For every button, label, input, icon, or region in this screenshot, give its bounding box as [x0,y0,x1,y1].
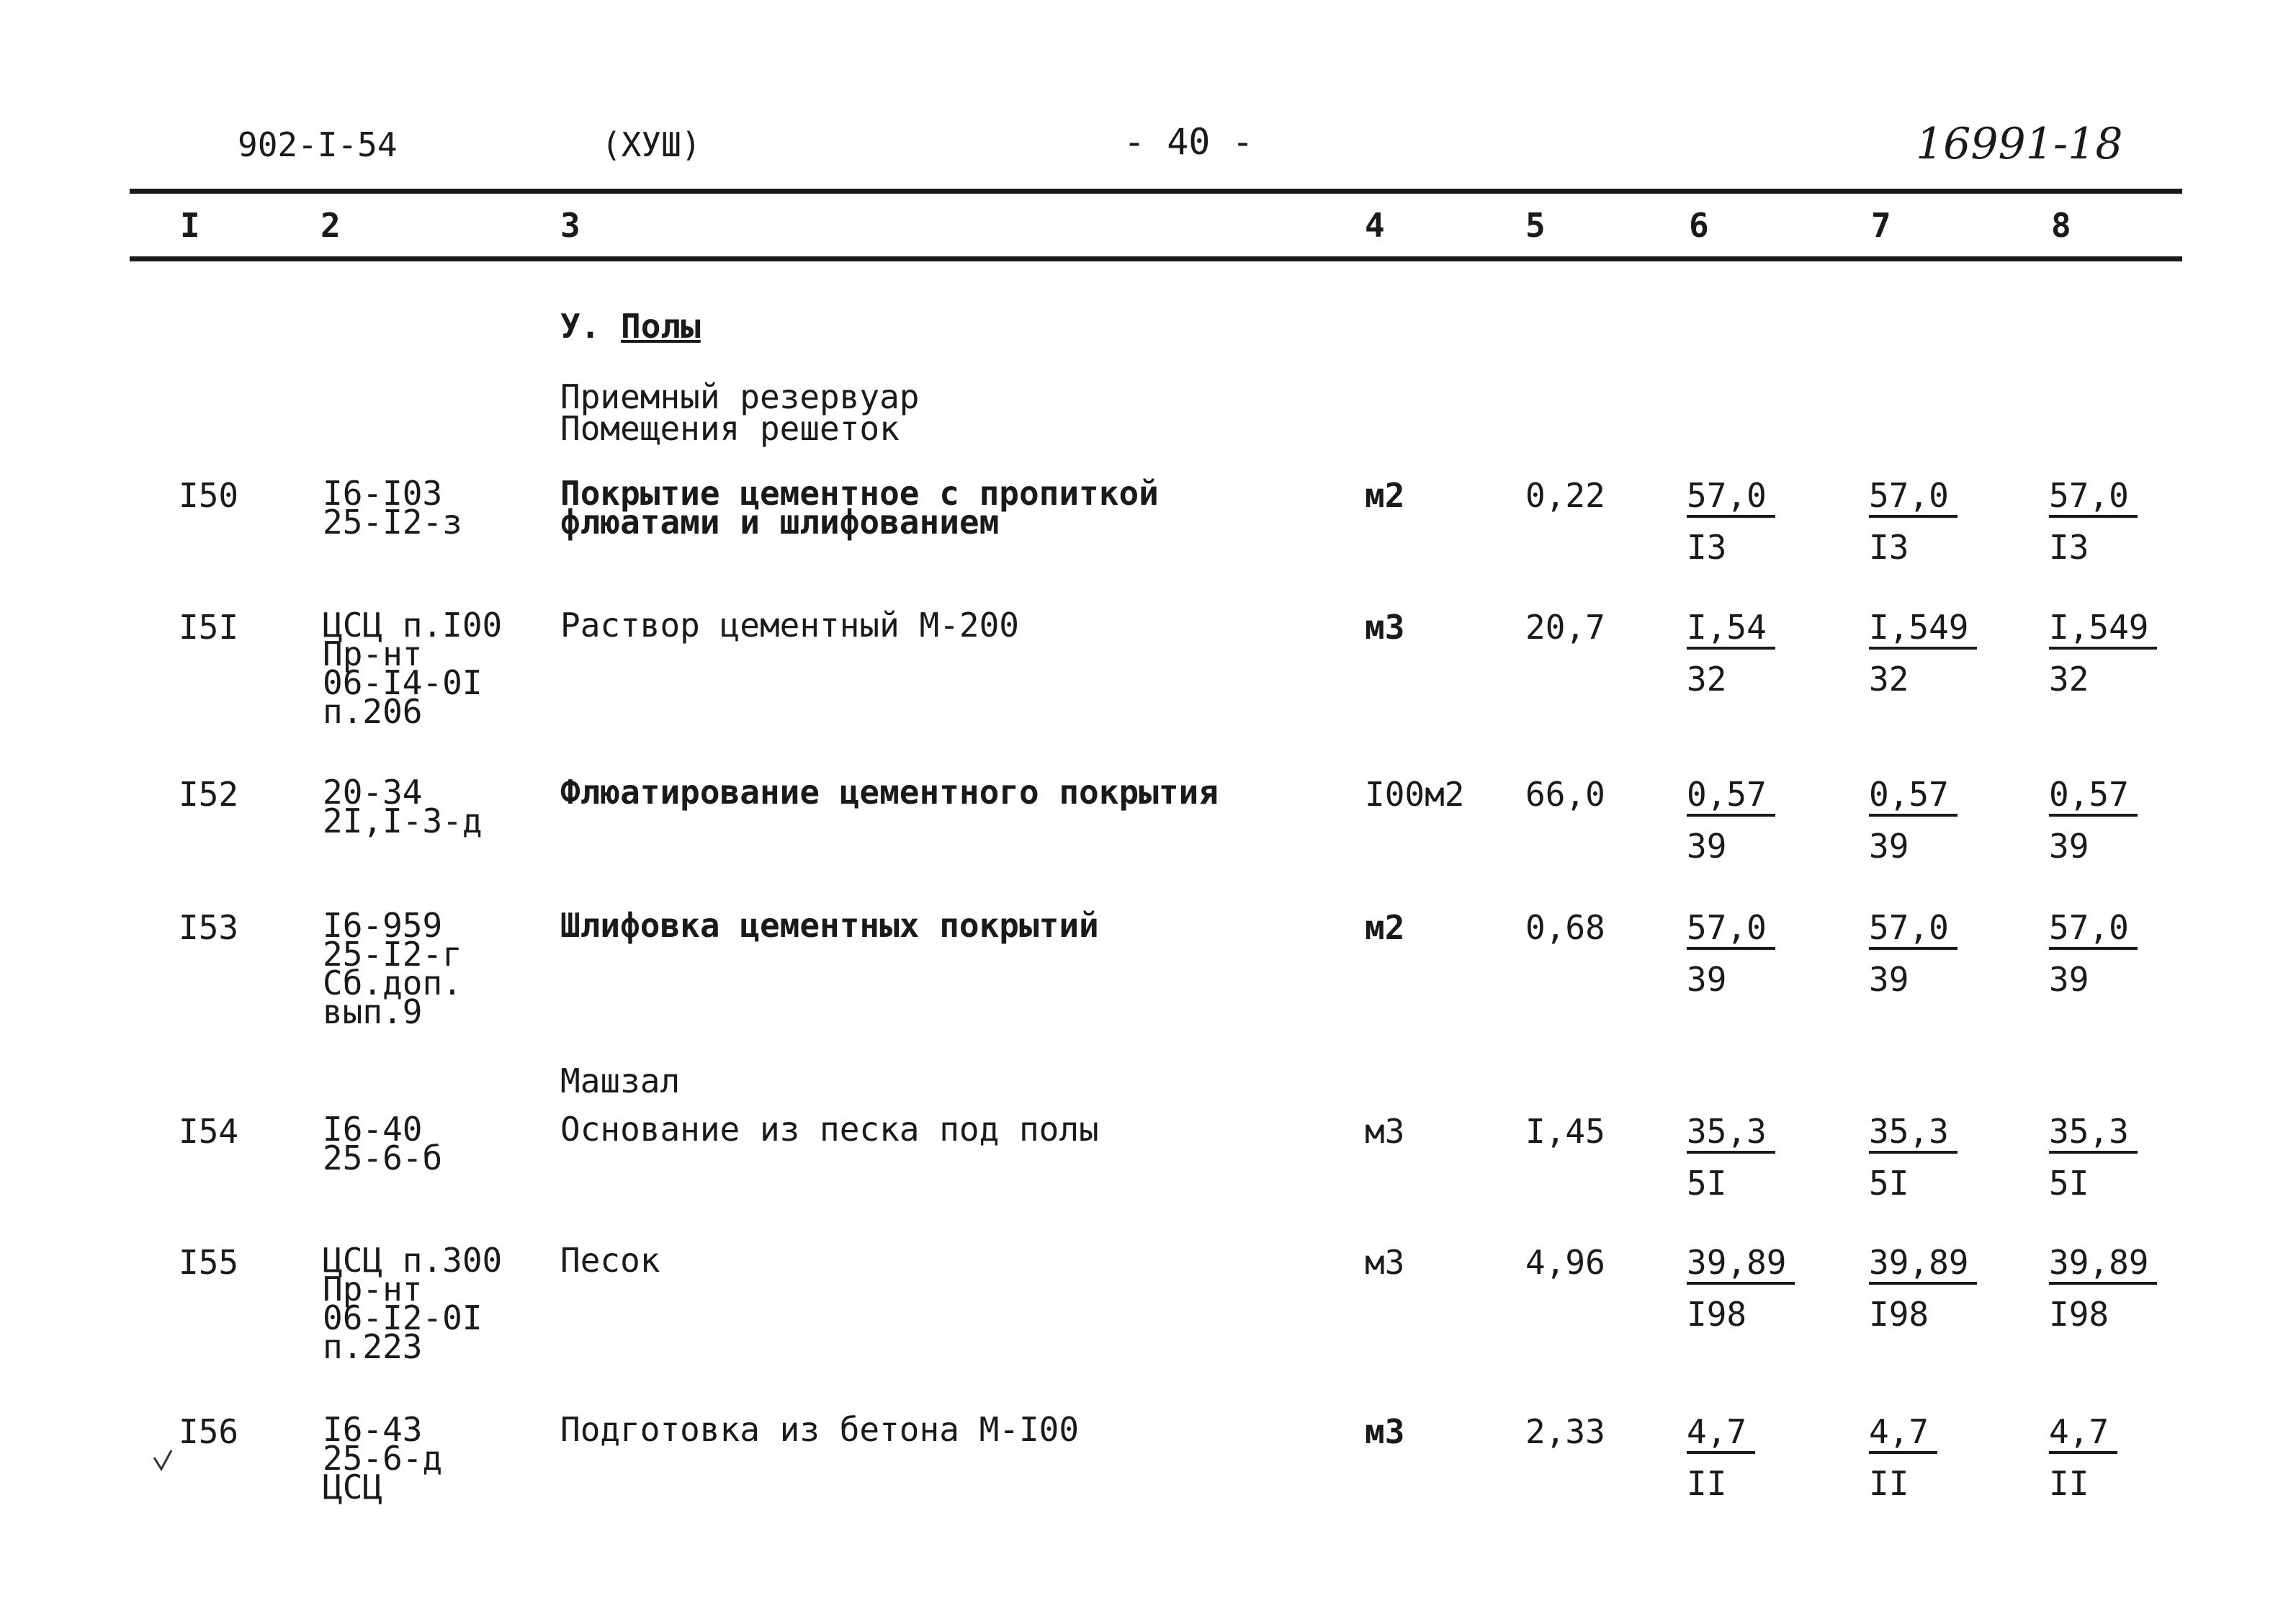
col-header-4: 4 [1365,206,1385,245]
section-number: У. [560,307,601,346]
row-description: Основание из песка под полы [560,1110,1099,1149]
section-subtitle-2: Помещения решеток [560,409,900,448]
row-col8: $\frac{I,549}{32}$ [2049,611,2157,696]
row-quantity: 66,0 [1525,775,1605,814]
row-unit: I00м2 [1365,775,1465,814]
row-description: Раствор цементный М-200 [560,606,1019,645]
row-number: I53 [179,908,239,947]
row-description: Покрытие цементное с пропиткой флюатами и шлифованием [560,474,1159,542]
row-quantity: 4,96 [1525,1243,1605,1282]
row-col8: $\frac{35,3}{5I}$ [2049,1115,2138,1200]
row-code: ЦСЦ п.300 Пр-нт 06-I2-0I п.223 [323,1241,503,1366]
col-header-6: 6 [1689,206,1709,245]
header-top-rule [130,189,2182,194]
row-col8: $\frac{39,89}{I98}$ [2049,1246,2157,1331]
row-number: I56 [179,1412,239,1451]
row-number: I54 [179,1112,239,1151]
doc-number: 16991-18 [1916,119,2123,169]
row-col7: $\frac{0,57}{39}$ [1869,778,1958,863]
album-number: (ХУШ) [601,125,701,164]
header-bottom-rule [130,256,2182,261]
row-number: I55 [179,1243,239,1282]
row-quantity: 0,22 [1525,476,1605,515]
col-header-7: 7 [1871,206,1891,245]
row-col7: $\frac{4,7}{II}$ [1869,1415,1937,1500]
check-mark-icon [151,1447,176,1476]
row-code: I6-959 25-I2-г Сб.доп. вып.9 [323,906,462,1031]
col-header-1: I [180,206,200,245]
row-col7: $\frac{57,0}{39}$ [1869,911,1958,996]
col-header-5: 5 [1525,206,1546,245]
row-col6: $\frac{39,89}{I98}$ [1687,1246,1795,1331]
row-quantity: 20,7 [1525,608,1605,647]
row-unit: м2 [1365,476,1405,515]
row-unit: м2 [1365,908,1405,947]
row-col6: $\frac{I,54}{32}$ [1687,611,1775,696]
row-number: I5I [179,608,239,647]
row-description: Подготовка из бетона М-I00 [560,1410,1080,1449]
row-number: I50 [179,476,239,515]
row-description: Шлифовка цементных покрытий [560,906,1099,945]
row-unit: м3 [1365,1243,1405,1282]
col-header-3: 3 [560,206,580,245]
row-col6: $\frac{57,0}{I3}$ [1687,479,1775,564]
row-code: ЦСЦ п.I00 Пр-нт 06-I4-0I п.206 [323,606,503,731]
page-number: - 40 - [1124,121,1254,163]
row-number: I52 [179,775,239,814]
section-mashzal: Машзал [560,1061,681,1100]
row-unit: м3 [1365,1412,1405,1451]
row-col7: $\frac{39,89}{I98}$ [1869,1246,1977,1331]
row-code: I6-40 25-6-б [323,1110,443,1177]
row-unit: м3 [1365,1112,1405,1151]
col-header-8: 8 [2051,206,2071,245]
col-header-2: 2 [320,206,341,245]
row-col6: $\frac{4,7}{II}$ [1687,1415,1755,1500]
row-code: I6-I03 25-I2-з [323,474,462,542]
row-quantity: I,45 [1525,1112,1605,1151]
row-col7: $\frac{57,0}{I3}$ [1869,479,1958,564]
row-quantity: 0,68 [1525,908,1605,947]
section-subtitle-1: Приемный резервуар [560,377,920,416]
row-col6: $\frac{57,0}{39}$ [1687,911,1775,996]
row-code: 20-34 2I,I-3-д [323,773,483,840]
row-col7: $\frac{35,3}{5I}$ [1869,1115,1958,1200]
row-quantity: 2,33 [1525,1412,1605,1451]
row-col8: $\frac{4,7}{II}$ [2049,1415,2117,1500]
row-description: Флюатирование цементного покрытия [560,773,1219,812]
row-unit: м3 [1365,608,1405,647]
row-code: I6-43 25-6-д ЦСЦ [323,1410,443,1507]
row-col8: $\frac{0,57}{39}$ [2049,778,2138,863]
row-col8: $\frac{57,0}{I3}$ [2049,479,2138,564]
doc-code: 902-I-54 [238,125,398,164]
row-col7: $\frac{I,549}{32}$ [1869,611,1977,696]
row-col6: $\frac{0,57}{39}$ [1687,778,1775,863]
row-col6: $\frac{35,3}{5I}$ [1687,1115,1775,1200]
row-col8: $\frac{57,0}{39}$ [2049,911,2138,996]
section-title: Полы [621,307,701,346]
row-description: Песок [560,1241,660,1280]
